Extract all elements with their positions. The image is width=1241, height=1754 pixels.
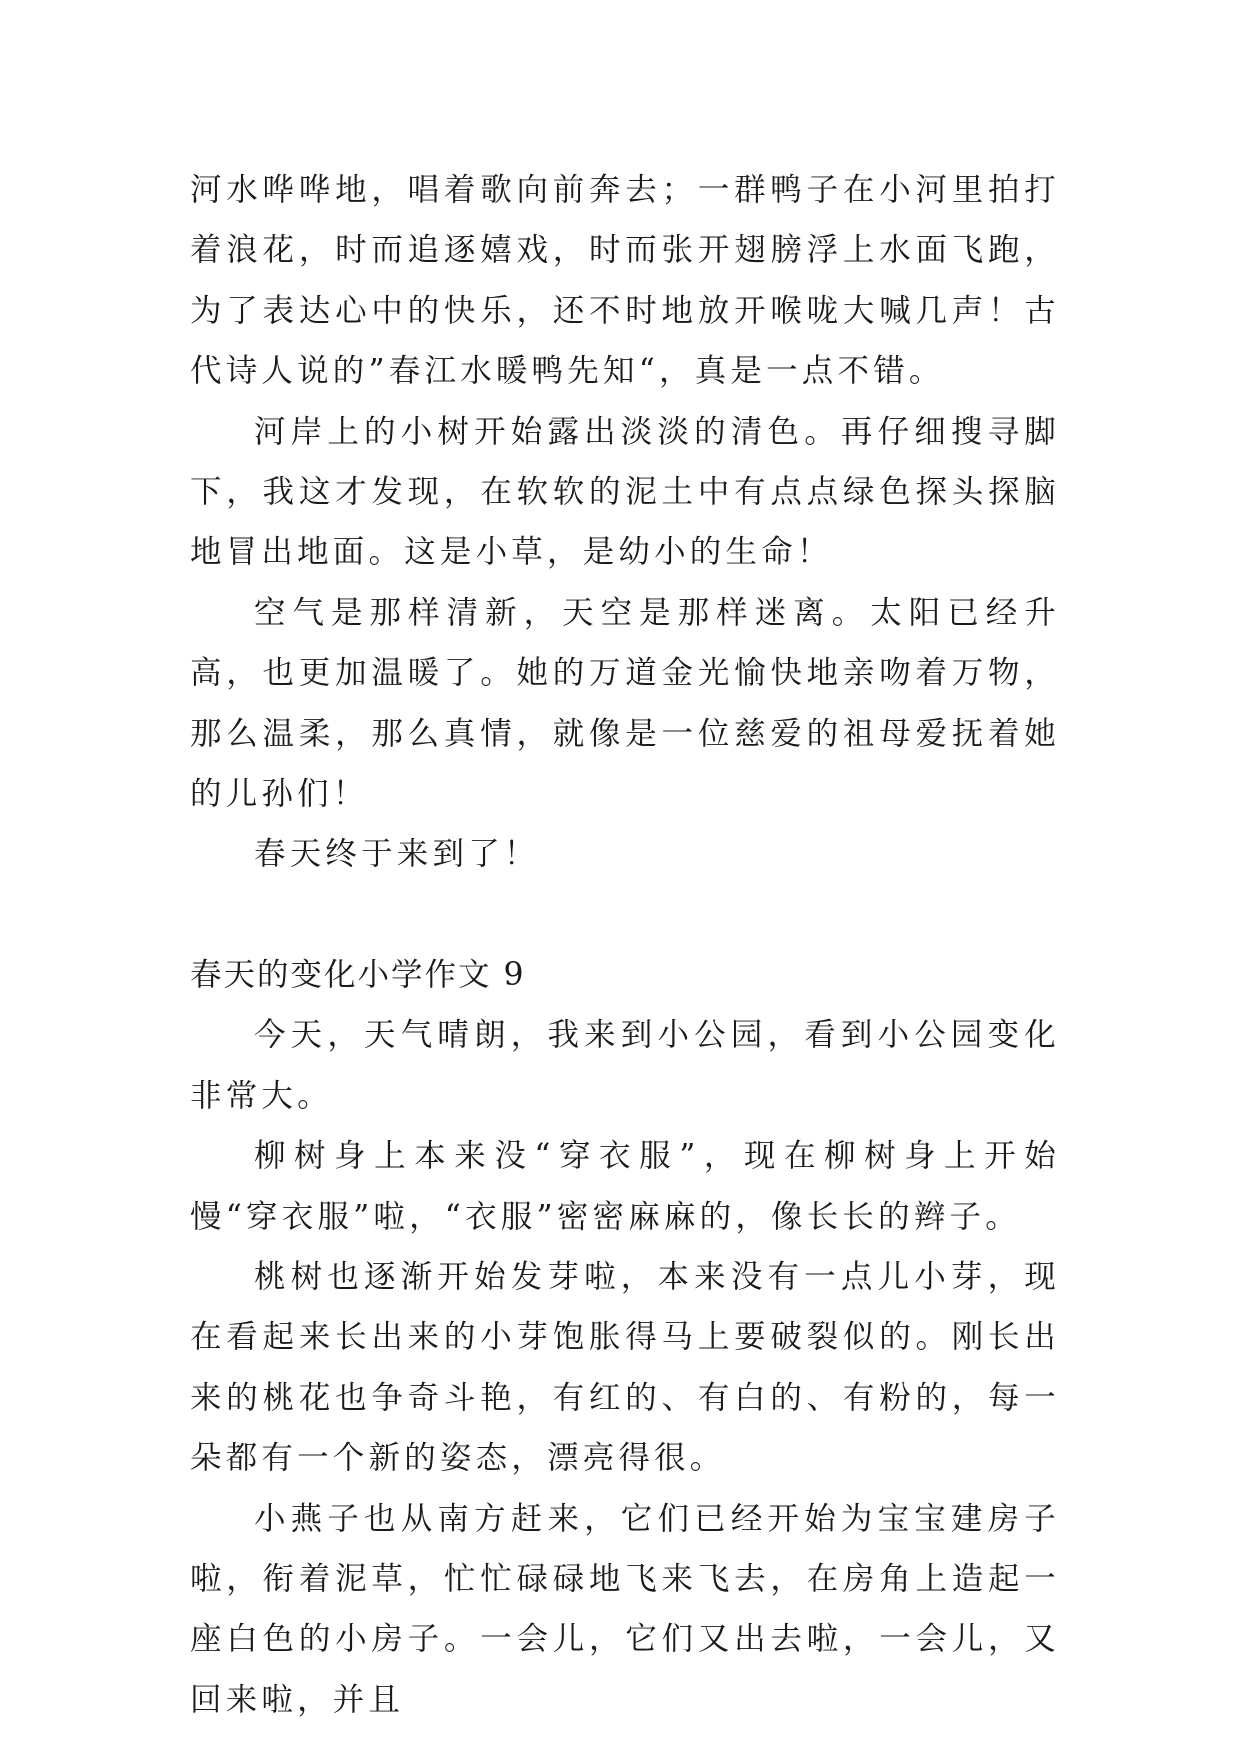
paragraph-air-sun: 空气是那样清新，天空是那样迷离。太阳已经升高，也更加温暖了。她的万道金光愉快地亲吻着万物，那么温柔，那么真情，就像是一位慈爱的祖母爱抚着她的儿孙们！ xyxy=(190,594,1060,813)
paragraph-river-ducks: 河水哗哗地，唱着歌向前奔去；一群鸭子在小河里拍打着浪花，时而追逐嬉戏，时而张开翅膀浮上水面飞跑，为了表达心中的快乐，还不时地放开喉咙大喊几声！古代诗人说的”春江水暖鸭先知“，真是一点不错。 xyxy=(190,172,1060,390)
paragraph-willow: 柳树身上本来没“穿衣服”，现在柳树身上开始慢“穿衣服”啦，“衣服”密密麻麻的，像长长的辫子。 xyxy=(190,1138,1060,1235)
paragraph-park-today: 今天，天气晴朗，我来到小公园，看到小公园变化非常大。 xyxy=(190,1017,1060,1114)
document-page xyxy=(190,160,1060,1730)
paragraph-swallows: 小燕子也从南方赶来，它们已经开始为宝宝建房子啦，衔着泥草，忙忙碌碌地飞来飞去，在房角上造起一座白色的小房子。一会儿，它们又出去啦，一会儿，又回来啦，并且 xyxy=(190,1500,1060,1718)
paragraph-peach-tree: 桃树也逐渐开始发芽啦，本来没有一点儿小芽，现在看起来长出来的小芽饱胀得马上要破裂似的。刚长出来的桃花也争奇斗艳，有红的、有白的、有粉的，每一朵都有一个新的姿态，漂亮得很。 xyxy=(190,1258,1060,1477)
paragraph-small-trees: 河岸上的小树开始露出淡淡的清色。再仔细搜寻脚下，我这才发现，在软软的泥土中有点点绿色探头探脑地冒出地面。这是小草，是幼小的生命！ xyxy=(190,413,1060,571)
paragraph-spring-arrived: 春天终于来到了！ xyxy=(254,836,540,873)
section-title: 春天的变化小学作文 9 xyxy=(190,956,526,993)
section-spacer xyxy=(190,885,1060,945)
